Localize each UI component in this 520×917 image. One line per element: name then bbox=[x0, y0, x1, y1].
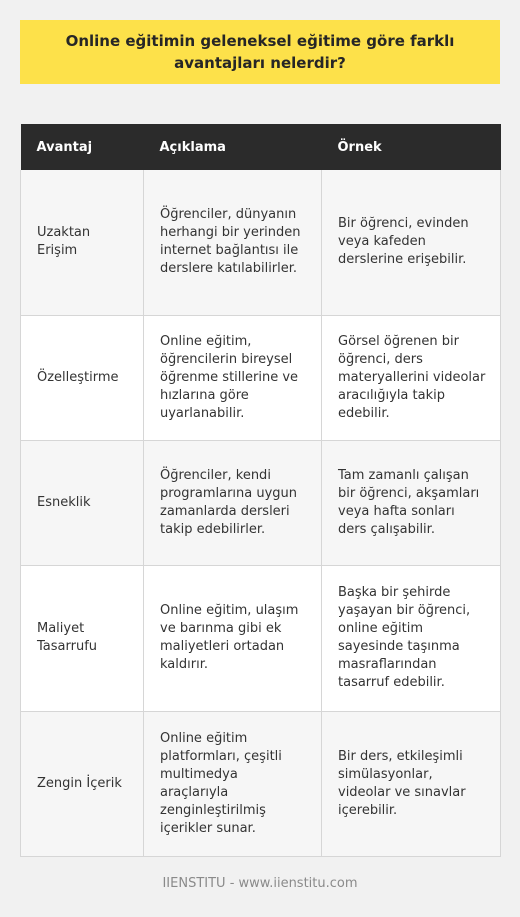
cell-avantaj: Zengin İçerik bbox=[21, 711, 144, 856]
cell-ornek: Görsel öğrenen bir öğrenci, ders materyallerini videolar aracılığıyla takip edebilir. bbox=[322, 315, 501, 440]
cell-ornek: Tam zamanlı çalışan bir öğrenci, akşamları veya hafta sonları ders çalışabilir. bbox=[322, 440, 501, 565]
cell-aciklama: Öğrenciler, dünyanın herhangi bir yerinden internet bağlantısı ile derslere katılabilirler. bbox=[144, 170, 322, 315]
table-row bbox=[21, 711, 501, 856]
cell-ornek: Bir öğrenci, evinden veya kafeden derslerine erişebilir. bbox=[322, 170, 501, 315]
table-row bbox=[21, 315, 501, 440]
cell-aciklama: Online eğitim platformları, çeşitli multimedya araçlarıyla zenginleştirilmiş içerikler sunar. bbox=[144, 711, 322, 856]
cell-ornek: Başka bir şehirde yaşayan bir öğrenci, online eğitim sayesinde taşınma masraflarından tasarruf edebilir. bbox=[322, 565, 501, 711]
title-banner bbox=[20, 20, 500, 84]
header-ornek: Örnek bbox=[322, 124, 501, 170]
footer-source: IIENSTITU - www.iienstitu.com bbox=[162, 876, 358, 891]
cell-ornek: Bir ders, etkileşimli simülasyonlar, videolar ve sınavlar içerebilir. bbox=[322, 711, 501, 856]
cell-aciklama: Öğrenciler, kendi programlarına uygun zamanlarda dersleri takip edebilirler. bbox=[144, 440, 322, 565]
cell-avantaj: Maliyet Tasarrufu bbox=[21, 565, 144, 711]
cell-avantaj: Özelleştirme bbox=[21, 315, 144, 440]
header-aciklama: Açıklama bbox=[144, 124, 322, 170]
page-title: Online eğitimin geleneksel eğitime göre farklı avantajları nelerdir? bbox=[65, 32, 455, 72]
cell-avantaj: Uzaktan Erişim bbox=[21, 170, 144, 315]
cell-avantaj: Esneklik bbox=[21, 440, 144, 565]
table-row bbox=[21, 565, 501, 711]
table-row bbox=[21, 440, 501, 565]
table-row bbox=[21, 170, 501, 315]
advantages-table bbox=[20, 124, 501, 857]
cell-aciklama: Online eğitim, ulaşım ve barınma gibi ek maliyetleri ortadan kaldırır. bbox=[144, 565, 322, 711]
header-avantaj: Avantaj bbox=[21, 124, 144, 170]
cell-aciklama: Online eğitim, öğrencilerin bireysel öğrenme stillerine ve hızlarına göre uyarlanabilir. bbox=[144, 315, 322, 440]
table-header-row bbox=[21, 124, 501, 170]
